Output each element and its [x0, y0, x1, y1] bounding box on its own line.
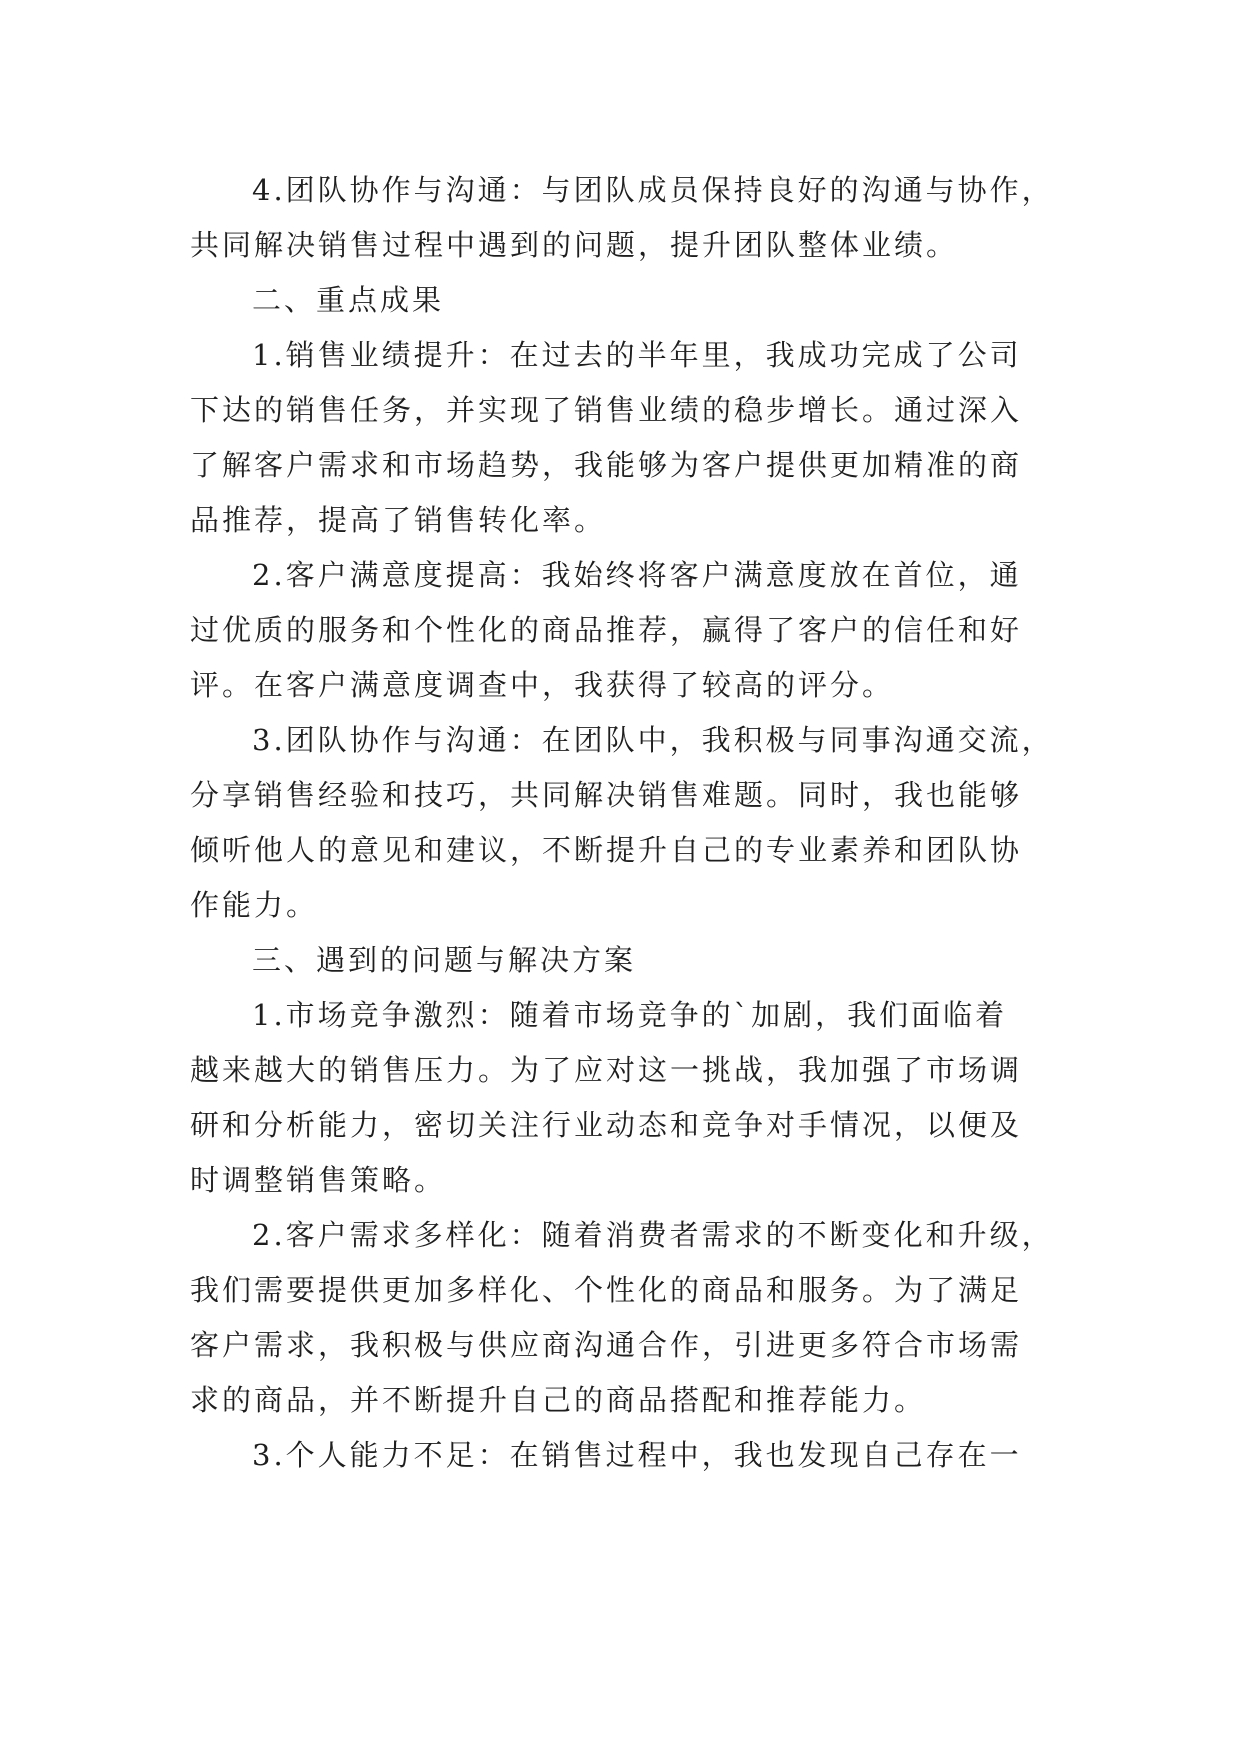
paragraph-line: 倾听他人的意见和建议，不断提升自己的专业素养和团队协	[190, 833, 1023, 867]
paragraph-line: 1.销售业绩提升：在过去的半年里，我成功完成了公司	[252, 338, 1022, 372]
paragraph-line: 4.团队协作与沟通：与团队成员保持良好的沟通与协作，	[252, 173, 1054, 207]
paragraph-line: 2.客户满意度提高：我始终将客户满意度放在首位，通	[252, 558, 1022, 592]
paragraph-line: 了解客户需求和市场趋势，我能够为客户提供更加精准的商	[190, 448, 1023, 482]
section-heading: 二、重点成果	[252, 283, 445, 317]
paragraph-line: 3.个人能力不足：在销售过程中，我也发现自己存在一	[252, 1438, 1022, 1472]
document-body	[190, 163, 1075, 1483]
paragraph-line: 评。在客户满意度调查中，我获得了较高的评分。	[190, 668, 895, 702]
paragraph-line: 时调整销售策略。	[190, 1163, 447, 1197]
paragraph-line: 分享销售经验和技巧，共同解决销售难题。同时，我也能够	[190, 778, 1023, 812]
paragraph-line: 客户需求，我积极与供应商沟通合作，引进更多符合市场需	[190, 1328, 1023, 1362]
paragraph-line: 越来越大的销售压力。为了应对这一挑战，我加强了市场调	[190, 1053, 1023, 1087]
paragraph-line: 我们需要提供更加多样化、个性化的商品和服务。为了满足	[190, 1273, 1023, 1307]
paragraph-line: 品推荐，提高了销售转化率。	[190, 503, 607, 537]
section-heading: 三、遇到的问题与解决方案	[252, 943, 637, 977]
paragraph-line: 研和分析能力，密切关注行业动态和竞争对手情况，以便及	[190, 1108, 1023, 1142]
paragraph-line: 2.客户需求多样化：随着消费者需求的不断变化和升级，	[252, 1218, 1054, 1252]
paragraph-line: 作能力。	[190, 888, 319, 922]
paragraph-line: 3.团队协作与沟通：在团队中，我积极与同事沟通交流，	[252, 723, 1054, 757]
paragraph-line: 共同解决销售过程中遇到的问题，提升团队整体业绩。	[190, 228, 959, 262]
paragraph-line: 求的商品，并不断提升自己的商品搭配和推荐能力。	[190, 1383, 927, 1417]
paragraph-line: 过优质的服务和个性化的商品推荐，赢得了客户的信任和好	[190, 613, 1023, 647]
paragraph-line: 1.市场竞争激烈：随着市场竞争的`加剧，我们面临着	[252, 998, 1008, 1032]
paragraph-line: 下达的销售任务，并实现了销售业绩的稳步增长。通过深入	[190, 393, 1023, 427]
